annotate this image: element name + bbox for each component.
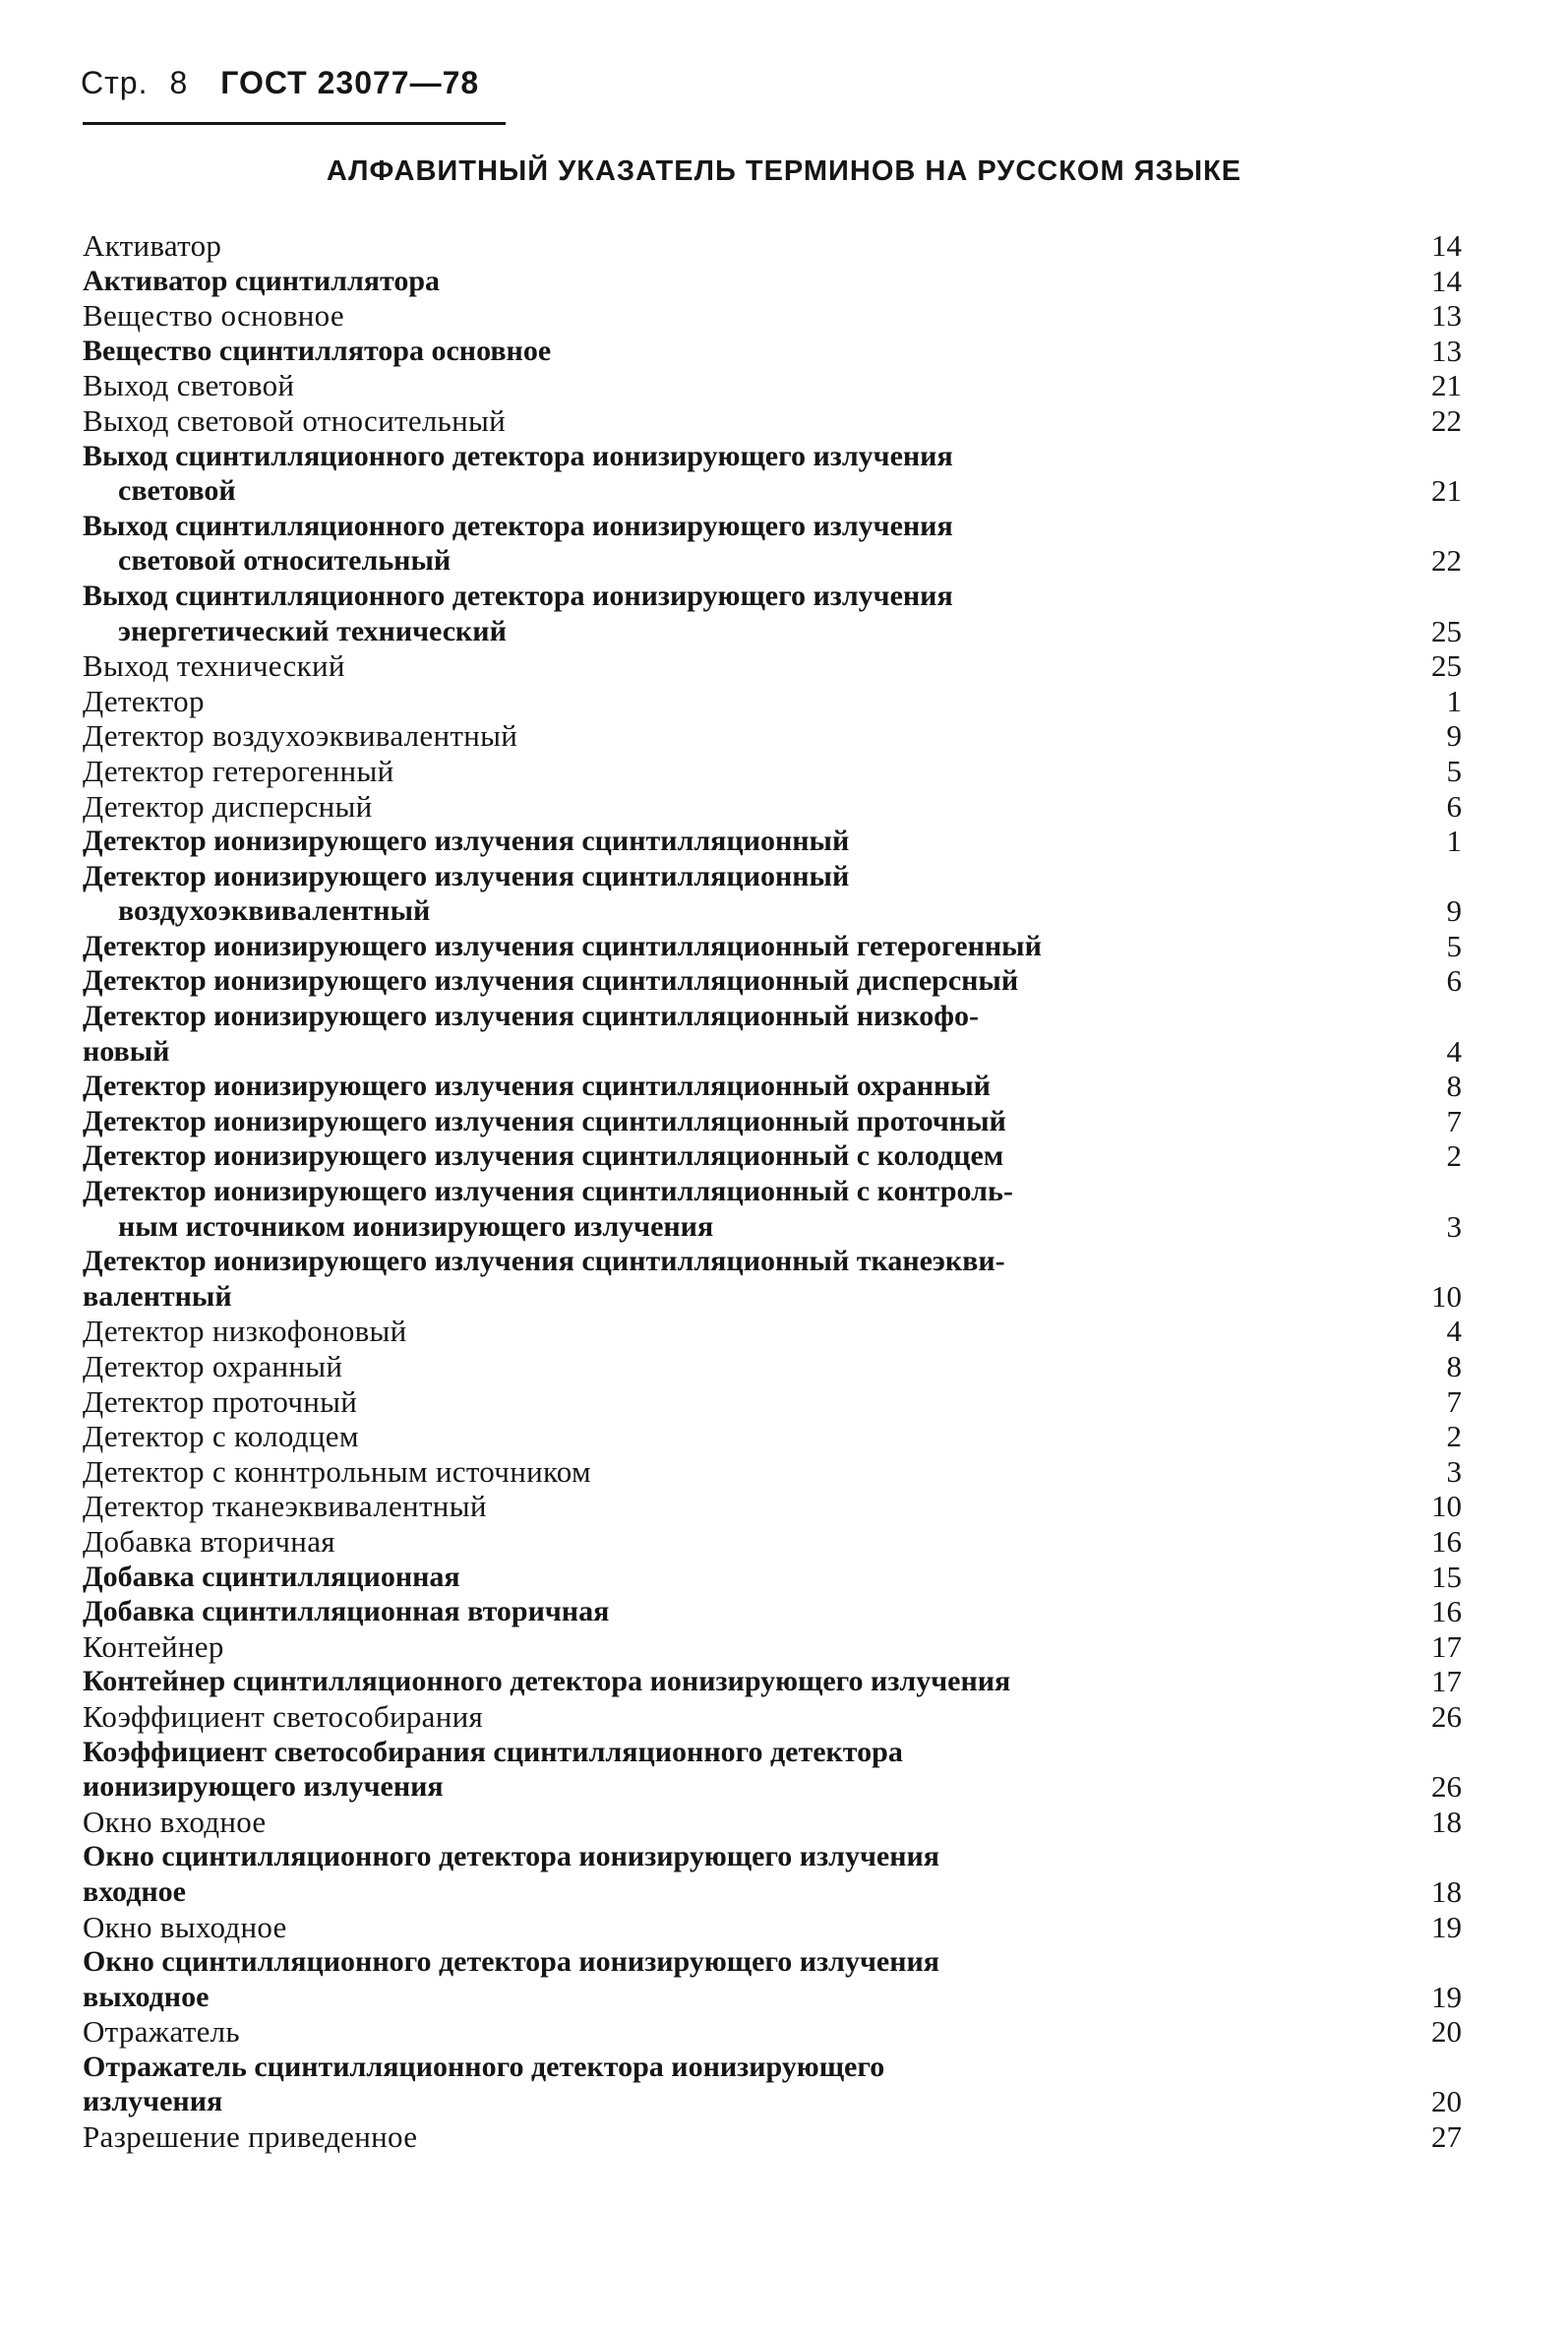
term-line: Детектор ионизирующего излучения сцинтилляционный <box>83 859 850 892</box>
term-number: 10 <box>1431 1489 1462 1524</box>
index-entry <box>83 929 1462 964</box>
index-entry <box>83 1910 1462 1945</box>
index-term <box>83 2014 1393 2050</box>
index-term <box>83 859 1393 929</box>
index-term <box>83 1489 1393 1524</box>
index-entry <box>83 648 1462 684</box>
index-entry <box>83 1349 1462 1384</box>
page-number: 8 <box>169 65 188 100</box>
index-entry <box>83 1629 1462 1665</box>
index-entry <box>83 2014 1462 2050</box>
index-term <box>83 264 1393 299</box>
index-entry <box>83 228 1462 264</box>
index-term <box>83 1174 1393 1244</box>
term-line: Детектор ионизирующего излучения сцинтилляционный тканеэкви- <box>83 1245 1005 1278</box>
index-entry <box>83 1314 1462 1349</box>
index-term <box>83 1560 1393 1595</box>
term-number: 9 <box>1446 718 1462 754</box>
term-number: 8 <box>1446 1349 1462 1383</box>
term-number: 3 <box>1446 1208 1462 1244</box>
page-header <box>81 65 479 114</box>
term-number: 2 <box>1446 1138 1462 1174</box>
index-term <box>83 1735 1393 1805</box>
index-entry <box>83 368 1462 403</box>
term-line-continuation: ионизирующего излучения <box>83 1770 444 1804</box>
term-number: 20 <box>1431 2084 1462 2119</box>
index-term <box>83 1805 1393 1840</box>
index-term <box>83 824 1393 859</box>
term-line: Выход световой относительный <box>83 402 507 438</box>
term-line-continuation: входное <box>83 1874 186 1908</box>
term-line: Детектор проточный <box>83 1383 358 1419</box>
index-entry <box>83 1560 1462 1595</box>
term-number: 17 <box>1431 1628 1462 1664</box>
index-term <box>83 1104 1393 1139</box>
term-line: Активатор сцинтиллятора <box>83 264 441 297</box>
term-number: 4 <box>1446 1314 1462 1349</box>
index-entry <box>83 1805 1462 1840</box>
term-number: 1 <box>1446 683 1462 718</box>
index-entry <box>83 1524 1462 1560</box>
index-entry <box>83 334 1462 369</box>
term-number: 3 <box>1446 1453 1462 1489</box>
index-term <box>83 999 1393 1069</box>
term-number: 16 <box>1431 1594 1462 1629</box>
term-number: 1 <box>1446 824 1462 859</box>
term-line: Выход технический <box>83 648 345 684</box>
index-term <box>83 509 1393 579</box>
index-entry <box>83 1419 1462 1454</box>
term-number: 18 <box>1431 1873 1462 1909</box>
index-term <box>83 579 1393 648</box>
index-term <box>83 1419 1393 1454</box>
index-term <box>83 1629 1393 1665</box>
term-number: 22 <box>1431 402 1462 438</box>
index-entry <box>83 2050 1462 2119</box>
index-term <box>83 1594 1393 1629</box>
term-number: 20 <box>1431 2014 1462 2050</box>
index-term <box>83 718 1393 754</box>
index-term <box>83 754 1393 789</box>
index-term <box>83 684 1393 719</box>
term-number: 6 <box>1446 963 1462 999</box>
term-line: Детектор дисперсный <box>83 788 373 824</box>
term-line: Отражатель <box>83 2014 240 2050</box>
index-term <box>83 963 1393 999</box>
term-line: Вещество сцинтиллятора основное <box>83 334 552 367</box>
term-number: 13 <box>1431 298 1462 334</box>
index-term <box>83 1384 1393 1420</box>
term-line-continuation: ным источником ионизирующего излучения <box>118 1209 714 1243</box>
term-line: Вещество основное <box>83 298 344 334</box>
index-entry <box>83 859 1462 929</box>
term-number: 26 <box>1431 1769 1462 1805</box>
index-entry <box>83 1244 1462 1314</box>
index-entry <box>83 1664 1462 1699</box>
index-entry <box>83 1138 1462 1174</box>
term-number: 15 <box>1431 1559 1462 1594</box>
term-line: Коэффициент светособирания сцинтилляционного детектора <box>83 1735 903 1768</box>
term-number: 13 <box>1431 333 1462 368</box>
index-term <box>83 2050 1393 2119</box>
term-number: 21 <box>1431 473 1462 509</box>
index-entry <box>83 1944 1462 2014</box>
term-line-continuation: световой <box>118 474 236 508</box>
term-line: Контейнер <box>83 1628 224 1664</box>
term-index-list <box>83 228 1462 2155</box>
header-rule <box>83 122 506 125</box>
index-term <box>83 1138 1393 1174</box>
index-entry <box>83 824 1462 859</box>
index-term <box>83 1454 1393 1490</box>
index-term <box>83 1699 1393 1735</box>
term-line: Окно сцинтилляционного детектора ионизирующего излучения <box>83 1945 939 1979</box>
index-term <box>83 789 1393 825</box>
index-entry <box>83 718 1462 754</box>
term-line: Добавка сцинтилляционная <box>83 1560 460 1593</box>
term-line-continuation: излучения <box>83 2085 223 2118</box>
term-number: 21 <box>1431 368 1462 403</box>
index-entry <box>83 1839 1462 1909</box>
index-entry <box>83 509 1462 579</box>
term-line: Активатор <box>83 228 222 263</box>
term-number: 19 <box>1431 1979 1462 2014</box>
page-label: Стр. <box>81 65 149 100</box>
index-entry <box>83 684 1462 719</box>
term-number: 10 <box>1431 1278 1462 1314</box>
index-entry <box>83 1174 1462 1244</box>
index-entry <box>83 1384 1462 1420</box>
term-line-continuation: воздухоэквивалентный <box>118 894 431 928</box>
index-entry <box>83 1104 1462 1139</box>
index-term <box>83 334 1393 369</box>
term-number: 5 <box>1446 753 1462 788</box>
index-entry <box>83 999 1462 1069</box>
term-line: Добавка сцинтилляционная вторичная <box>83 1595 610 1628</box>
index-entry <box>83 789 1462 825</box>
term-line-continuation: новый <box>83 1034 170 1068</box>
index-term <box>83 1944 1393 2014</box>
term-number: 6 <box>1446 788 1462 824</box>
term-number: 14 <box>1431 263 1462 298</box>
term-number: 22 <box>1431 543 1462 579</box>
term-line: Добавка вторичная <box>83 1523 335 1559</box>
index-term <box>83 1664 1393 1699</box>
term-line: Окно выходное <box>83 1909 287 1944</box>
index-term <box>83 1910 1393 1945</box>
term-number: 25 <box>1431 648 1462 684</box>
index-term <box>83 1349 1393 1384</box>
term-number: 14 <box>1431 228 1462 263</box>
index-entry <box>83 1735 1462 1805</box>
term-line: Выход сцинтилляционного детектора ионизирующего излучения <box>83 439 953 472</box>
term-line: Детектор гетерогенный <box>83 753 394 788</box>
term-line: Контейнер сцинтилляционного детектора ионизирующего излучения <box>83 1665 1011 1698</box>
index-term <box>83 929 1393 964</box>
index-term <box>83 1069 1393 1104</box>
term-line-continuation: энергетический технический <box>118 614 507 647</box>
term-number: 19 <box>1431 1909 1462 1944</box>
index-term <box>83 1524 1393 1560</box>
index-entry <box>83 1594 1462 1629</box>
term-line: Разрешение приведенное <box>83 2119 418 2155</box>
term-number: 7 <box>1446 1383 1462 1419</box>
index-entry <box>83 1454 1462 1490</box>
term-line: Окно входное <box>83 1804 267 1839</box>
index-entry <box>83 1699 1462 1735</box>
index-entry <box>83 2119 1462 2155</box>
index-entry <box>83 963 1462 999</box>
index-entry <box>83 1069 1462 1104</box>
index-term <box>83 1314 1393 1349</box>
term-number: 18 <box>1431 1804 1462 1839</box>
term-line: Детектор охранный <box>83 1349 343 1383</box>
index-term <box>83 2119 1393 2155</box>
term-number: 25 <box>1431 613 1462 648</box>
term-line: Детектор низкофоновый <box>83 1314 407 1349</box>
term-line: Детектор ионизирующего излучения сцинтилляционный охранный <box>83 1070 991 1103</box>
term-number: 9 <box>1446 893 1462 929</box>
term-line: Выход сцинтилляционного детектора ионизирующего излучения <box>83 579 953 612</box>
term-line: Детектор <box>83 683 205 718</box>
term-line: Коэффициент светособирания <box>83 1698 484 1734</box>
term-number: 27 <box>1431 2119 1462 2155</box>
index-term <box>83 648 1393 684</box>
index-title: АЛФАВИТНЫЙ УКАЗАТЕЛЬ ТЕРМИНОВ НА РУССКОМ ЯЗЫКЕ <box>326 155 1242 187</box>
term-line: Детектор воздухоэквивалентный <box>83 718 518 754</box>
term-number: 8 <box>1446 1069 1462 1104</box>
term-number: 4 <box>1446 1033 1462 1069</box>
term-line-continuation: валентный <box>83 1279 232 1313</box>
index-term <box>83 439 1393 509</box>
term-line: Детектор ионизирующего излучения сцинтилляционный низкофо- <box>83 1000 980 1033</box>
term-line: Выход световой <box>83 368 295 403</box>
term-line: Детектор тканеэквивалентный <box>83 1489 487 1524</box>
index-entry <box>83 298 1462 334</box>
index-term <box>83 368 1393 403</box>
index-term <box>83 298 1393 334</box>
term-line: Детектор с колодцем <box>83 1419 359 1454</box>
term-line: Детектор с коннтрольным источником <box>83 1453 591 1489</box>
index-term <box>83 403 1393 439</box>
term-number: 2 <box>1446 1419 1462 1454</box>
term-line: Окно сцинтилляционного детектора ионизирующего излучения <box>83 1840 939 1873</box>
term-number: 5 <box>1446 928 1462 963</box>
term-line-continuation: световой относительный <box>118 544 452 578</box>
term-number: 7 <box>1446 1103 1462 1138</box>
index-term <box>83 228 1393 264</box>
index-term <box>83 1244 1393 1314</box>
standard-designation: ГОСТ 23077—78 <box>220 65 480 100</box>
index-entry <box>83 439 1462 509</box>
term-line: Детектор ионизирующего излучения сцинтилляционный с колодцем <box>83 1139 1004 1173</box>
term-line: Выход сцинтилляционного детектора ионизирующего излучения <box>83 509 953 542</box>
index-term <box>83 1839 1393 1909</box>
index-entry <box>83 754 1462 789</box>
term-line: Детектор ионизирующего излучения сцинтилляционный с контроль- <box>83 1175 1013 1208</box>
index-entry <box>83 264 1462 299</box>
term-line: Детектор ионизирующего излучения сцинтилляционный дисперсный <box>83 964 1019 998</box>
term-line-continuation: выходное <box>83 1980 210 2013</box>
term-line: Детектор ионизирующего излучения сцинтилляционный гетерогенный <box>83 929 1042 962</box>
term-number: 26 <box>1431 1698 1462 1734</box>
term-line: Детектор ионизирующего излучения сцинтилляционный <box>83 825 850 858</box>
term-line: Детектор ионизирующего излучения сцинтилляционный проточный <box>83 1104 1006 1137</box>
term-line: Отражатель сцинтилляционного детектора ионизирующего <box>83 2050 885 2083</box>
index-entry <box>83 403 1462 439</box>
term-number: 16 <box>1431 1523 1462 1559</box>
index-entry <box>83 579 1462 648</box>
index-entry <box>83 1489 1462 1524</box>
term-number: 17 <box>1431 1664 1462 1699</box>
